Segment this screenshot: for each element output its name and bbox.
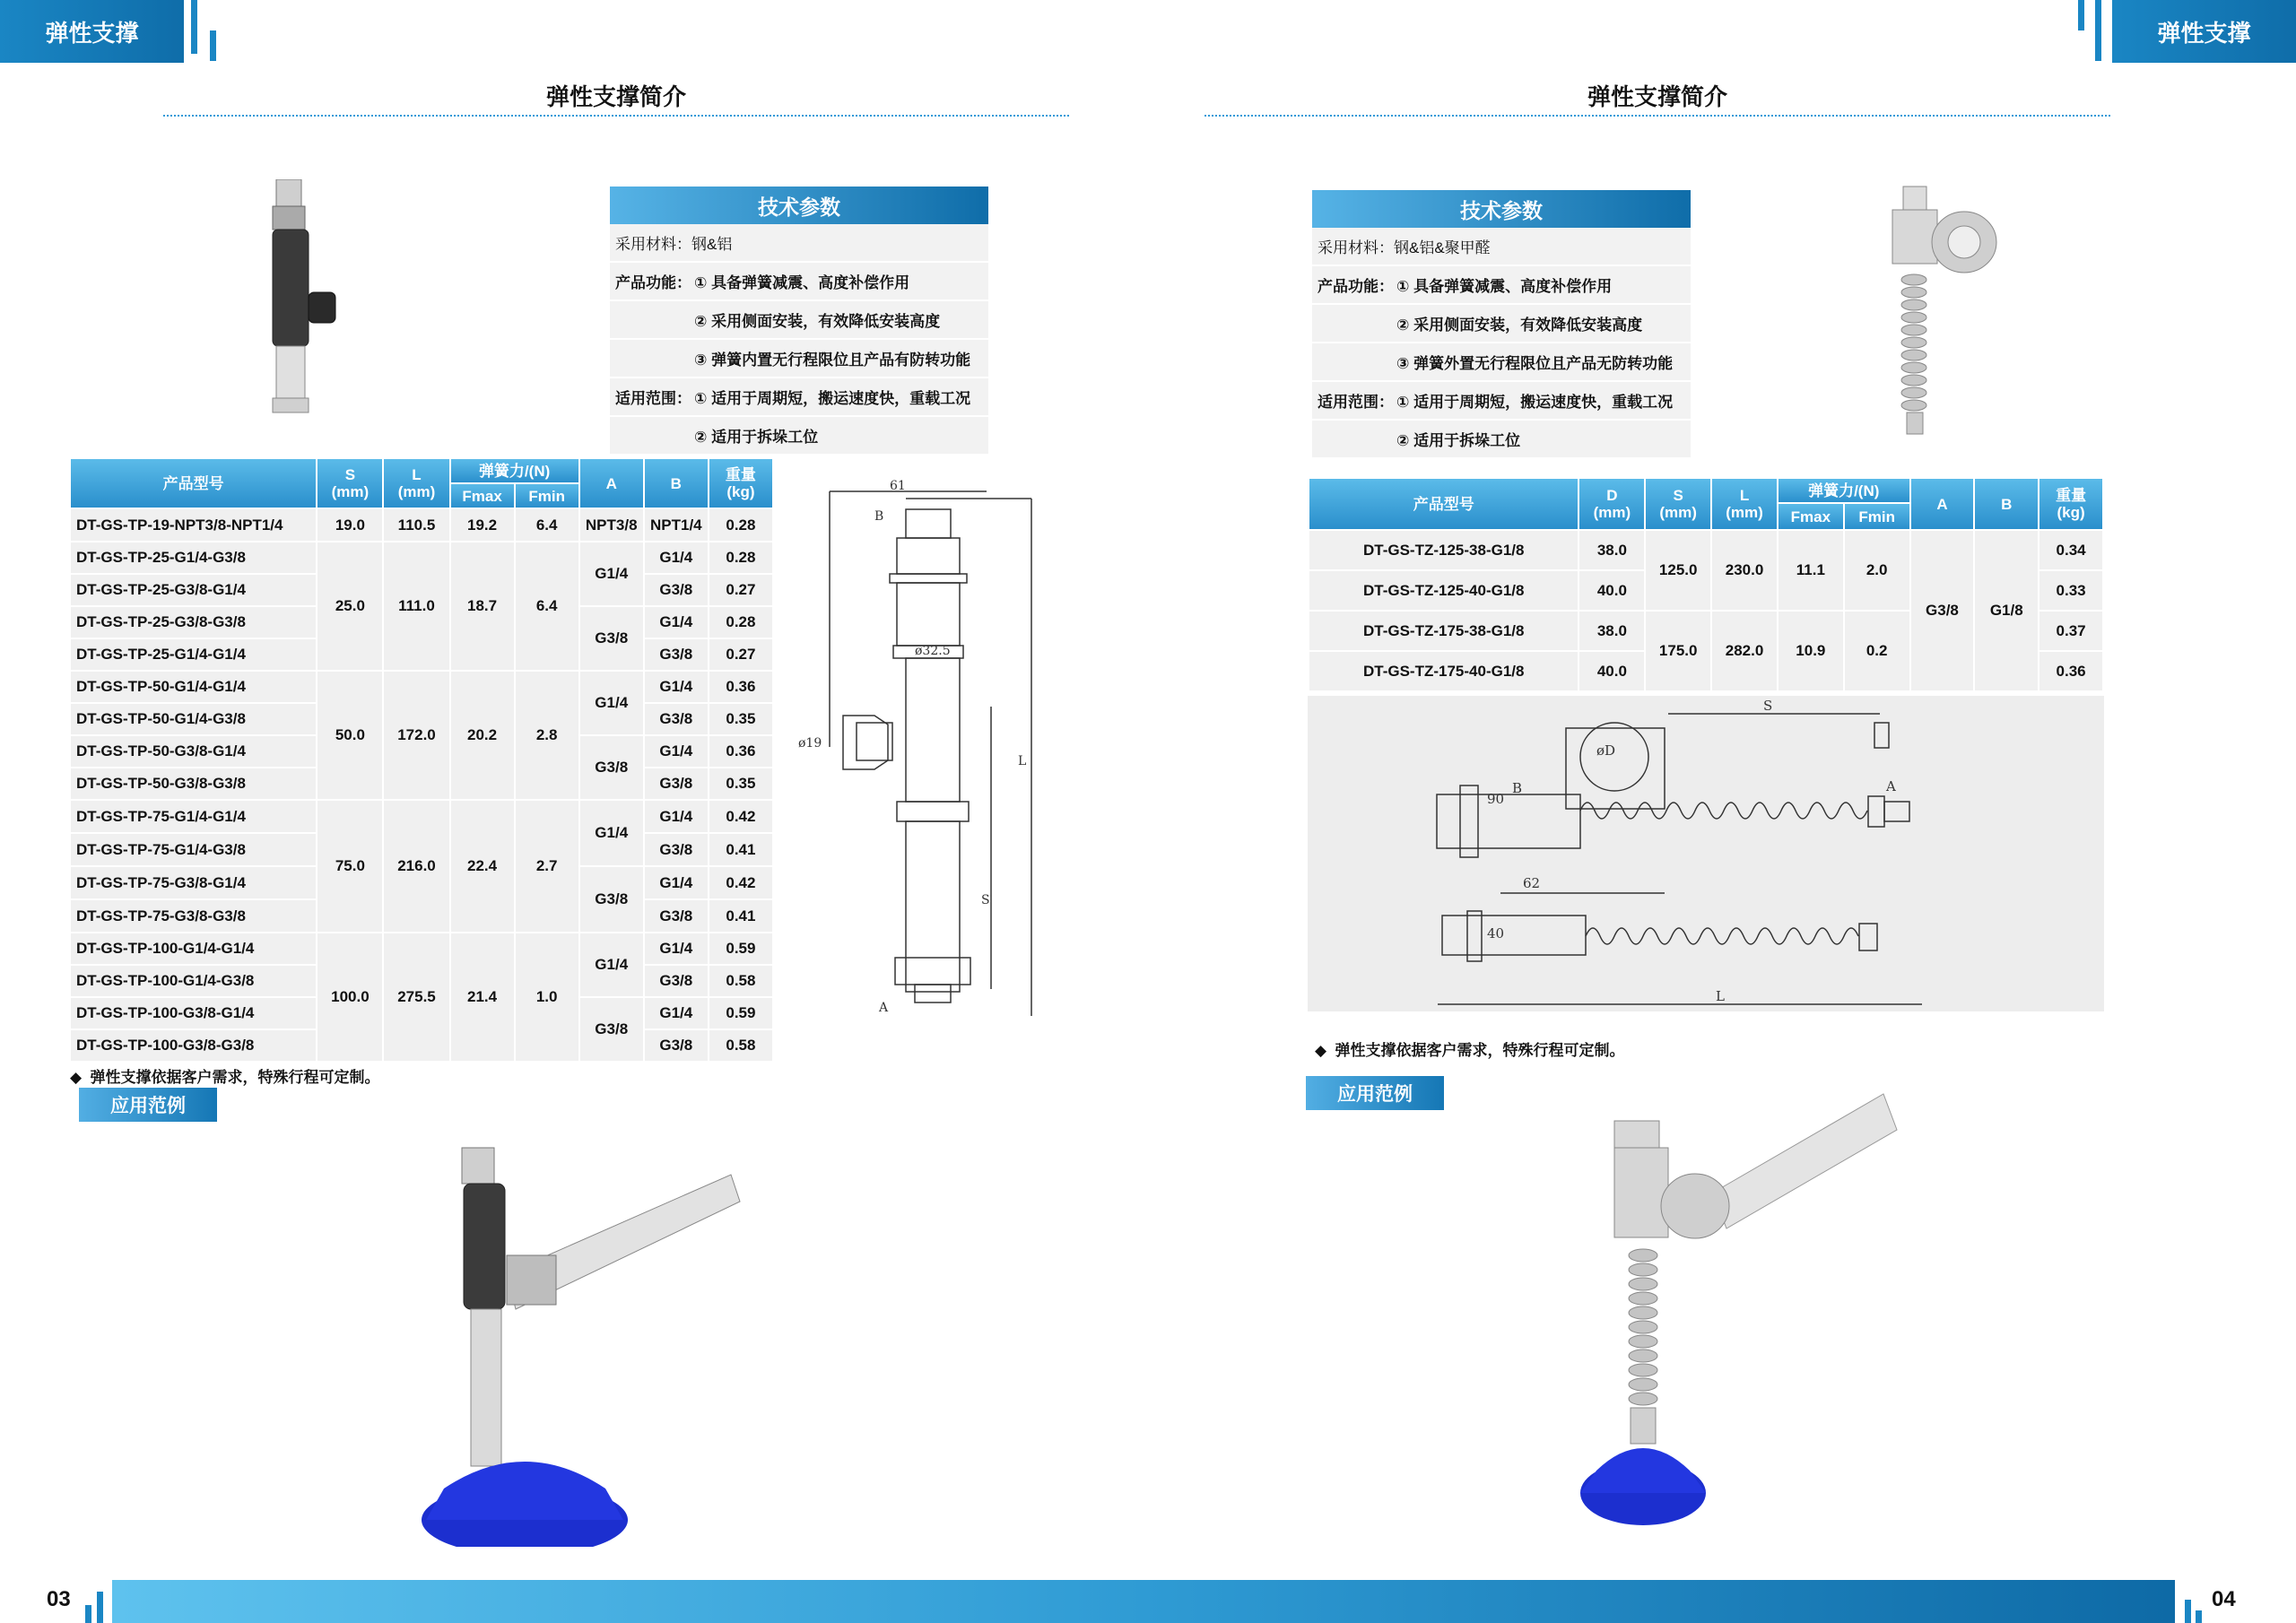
cell-model: DT-GS-TP-75-G3/8-G1/4 [70,866,317,899]
cell-model: DT-GS-TP-50-G1/4-G1/4 [70,671,317,703]
param-value: ① 适用于周期短，搬运速度快，重载工况 [1396,394,1674,411]
product-image [242,179,350,421]
header-stripe [2078,0,2084,30]
cell-a: G3/8 [579,606,644,671]
drawing-label: B [874,509,884,524]
technical-drawing [789,473,1049,1029]
cell-model: DT-GS-TP-100-G1/4-G1/4 [70,933,317,965]
param-row [610,417,988,454]
cell-model: DT-GS-TZ-175-40-G1/8 [1309,651,1578,691]
cell-a: G3/8 [579,997,644,1062]
cell-weight: 0.28 [709,508,773,542]
header-model: 产品型号 [1309,478,1578,530]
cell-model: DT-GS-TP-100-G3/8-G1/4 [70,997,317,1029]
header-fmin: Fmin [515,483,579,508]
drawing-label: ø19 [798,736,822,751]
param-row [610,301,988,340]
param-row-material [1312,228,1691,266]
drawing-label: L [1018,754,1027,768]
cell-b: G3/8 [644,899,709,933]
cell-weight: 0.27 [709,638,773,671]
drawing-label: B [1512,780,1523,796]
header-l: L (mm) [1711,478,1778,530]
cell-b: G1/4 [644,933,709,965]
cell-b: G1/8 [1974,530,2039,691]
footer-stripe [85,1605,91,1623]
cell-fmin: 6.4 [515,508,579,542]
cell-l: 216.0 [383,800,449,933]
panel-title: 技术参数 [1312,190,1691,228]
cell-fmax: 20.2 [450,671,515,800]
cell-b: G1/4 [644,800,709,833]
panel-title: 技术参数 [610,187,988,224]
cell-b: G3/8 [644,1029,709,1062]
cell-l: 110.5 [383,508,449,542]
cell-weight: 0.59 [709,997,773,1029]
header-stripe [2095,0,2101,61]
cell-b: G3/8 [644,833,709,866]
note-text: 弹性支撑依据客户需求，特殊行程可定制。 [90,1069,380,1086]
cell-weight: 0.36 [709,671,773,703]
divider [1205,115,2110,117]
section-title: 弹性支撑简介 [1587,83,1727,110]
header-s: S (mm) [317,458,383,508]
header-spring: 弹簧力/(N) [450,458,579,483]
cell-model: DT-GS-TP-50-G3/8-G3/8 [70,768,317,800]
cell-weight: 0.35 [709,703,773,735]
cell-a: G1/4 [579,671,644,735]
cell-s: 50.0 [317,671,383,800]
param-label: 采用材料： [615,236,691,253]
header-d: D (mm) [1578,478,1645,530]
note [1315,1037,1625,1060]
cell-a: NPT3/8 [579,508,644,542]
header-tab-left: 弹性支撑 [0,0,184,63]
table-row [70,542,773,574]
cell-s: 100.0 [317,933,383,1062]
cell-weight: 0.28 [709,542,773,574]
cell-l: 282.0 [1711,611,1778,691]
drawing-label: A [1886,778,1896,794]
param-value: ② 适用于拆垛工位 [1396,432,1521,449]
cell-b: G1/4 [644,735,709,768]
cell-b: G3/8 [644,965,709,997]
drawing-label: L [1716,988,1725,1004]
param-label: 适用范围： [615,390,691,407]
cell-a: G3/8 [579,866,644,933]
cell-b: G3/8 [644,768,709,800]
cell-fmin: 6.4 [515,542,579,671]
drawing-label: S [981,893,990,907]
cell-weight: 0.42 [709,800,773,833]
cell-model: DT-GS-TP-100-G3/8-G3/8 [70,1029,317,1062]
cell-b: G3/8 [644,703,709,735]
divider [163,115,1069,117]
param-value: 钢&铝 [691,236,733,253]
cell-s: 19.0 [317,508,383,542]
header-model: 产品型号 [70,458,317,508]
param-label: 采用材料： [1318,239,1394,256]
cell-l: 230.0 [1711,530,1778,611]
cell-fmax: 10.9 [1778,611,1844,691]
param-value: ③ 弹簧外置无行程限位且产品无防转功能 [1396,355,1674,372]
cell-b: G1/4 [644,997,709,1029]
drawing-label: 61 [890,479,906,493]
cell-fmin: 1.0 [515,933,579,1062]
cell-weight: 0.59 [709,933,773,965]
cell-weight: 0.36 [2039,651,2103,691]
cell-weight: 0.37 [2039,611,2103,651]
diamond-icon: ◆ [70,1069,83,1086]
header-s: S (mm) [1645,478,1711,530]
cell-d: 40.0 [1578,651,1645,691]
spec-table [1308,477,2104,692]
table-row [70,800,773,833]
drawing-label: øD [1596,742,1616,759]
param-label: 适用范围： [1318,394,1394,411]
cell-a: G1/4 [579,800,644,866]
cell-model: DT-GS-TP-75-G1/4-G3/8 [70,833,317,866]
section-title: 弹性支撑简介 [545,83,686,110]
header-fmax: Fmax [1778,503,1844,530]
cell-weight: 0.34 [2039,530,2103,570]
diamond-icon: ◆ [1315,1042,1327,1059]
cell-fmax: 11.1 [1778,530,1844,611]
cell-s: 175.0 [1645,611,1711,691]
cell-weight: 0.28 [709,606,773,638]
header-stripe [210,30,216,61]
application-image [408,1139,749,1547]
header-fmin: Fmin [1844,503,1910,530]
header-weight: 重量 (kg) [709,458,773,508]
cell-l: 275.5 [383,933,449,1062]
cell-fmax: 21.4 [450,933,515,1062]
cell-b: G1/4 [644,542,709,574]
cell-b: NPT1/4 [644,508,709,542]
footer-bar [112,1580,2175,1623]
header-fmax: Fmax [450,483,515,508]
cell-model: DT-GS-TP-75-G1/4-G1/4 [70,800,317,833]
drawing-label: A [879,1001,889,1015]
cell-weight: 0.41 [709,833,773,866]
footer-stripe [2185,1600,2191,1623]
cell-fmax: 22.4 [450,800,515,933]
product-image [1874,179,2018,439]
param-row [1312,343,1691,382]
cell-weight: 0.35 [709,768,773,800]
cell-model: DT-GS-TZ-175-38-G1/8 [1309,611,1578,651]
param-label: 产品功能： [1318,278,1394,295]
cell-b: G1/4 [644,606,709,638]
cell-model: DT-GS-TZ-125-40-G1/8 [1309,570,1578,611]
page-number: 04 [2212,1587,2236,1611]
technical-drawing-panel [1308,696,2104,1011]
cell-b: G1/4 [644,671,709,703]
param-value: ② 适用于拆垛工位 [694,429,819,446]
tech-params-panel [610,187,988,454]
page-number: 03 [47,1587,71,1611]
header-tab-right: 弹性支撑 [2112,0,2296,63]
cell-model: DT-GS-TP-25-G3/8-G1/4 [70,574,317,606]
cell-fmin: 2.8 [515,671,579,800]
note [70,1064,380,1087]
drawing-label: 40 [1487,925,1505,942]
cell-fmax: 19.2 [450,508,515,542]
cell-d: 38.0 [1578,611,1645,651]
param-row-scope [610,378,988,417]
spec-table [69,457,774,1063]
cell-a: G1/4 [579,542,644,606]
cell-l: 111.0 [383,542,449,671]
param-row-function [1312,266,1691,305]
cell-model: DT-GS-TP-25-G1/4-G3/8 [70,542,317,574]
cell-b: G3/8 [644,638,709,671]
drawing-label: ø32.5 [915,644,951,658]
param-row [1312,305,1691,343]
table-row [1309,530,2103,570]
header-stripe [191,0,197,54]
cell-weight: 0.27 [709,574,773,606]
header-a: A [1910,478,1975,530]
cell-s: 75.0 [317,800,383,933]
cell-b: G3/8 [644,574,709,606]
cell-model: DT-GS-TP-100-G1/4-G3/8 [70,965,317,997]
table-row [70,933,773,965]
param-row [1312,421,1691,457]
param-value: ② 采用侧面安装，有效降低安装高度 [1396,317,1643,334]
cell-model: DT-GS-TP-25-G1/4-G1/4 [70,638,317,671]
application-label: 应用范例 [1306,1076,1444,1110]
param-value: 钢&铝&聚甲醛 [1394,239,1491,256]
cell-model: DT-GS-TP-75-G3/8-G3/8 [70,899,317,933]
param-label: 产品功能： [615,274,691,291]
param-value: ① 具备弹簧减震、高度补偿作用 [694,274,910,291]
cell-model: DT-GS-TP-50-G3/8-G1/4 [70,735,317,768]
cell-weight: 0.36 [709,735,773,768]
cell-weight: 0.58 [709,965,773,997]
param-row-scope [1312,382,1691,421]
header-weight: 重量 (kg) [2039,478,2103,530]
cell-model: DT-GS-TP-50-G1/4-G3/8 [70,703,317,735]
cell-model: DT-GS-TZ-125-38-G1/8 [1309,530,1578,570]
drawing-label: 90 [1487,791,1505,807]
param-value: ① 具备弹簧减震、高度补偿作用 [1396,278,1613,295]
cell-a: G1/4 [579,933,644,997]
param-row [610,340,988,378]
cell-l: 172.0 [383,671,449,800]
param-value: ③ 弹簧内置无行程限位且产品有防转功能 [694,352,971,369]
cell-s: 25.0 [317,542,383,671]
cell-d: 38.0 [1578,530,1645,570]
technical-drawing [1308,696,2104,1011]
cell-model: DT-GS-TP-25-G3/8-G3/8 [70,606,317,638]
table-row [70,508,773,542]
drawing-label: 62 [1523,875,1541,891]
note-text: 弹性支撑依据客户需求，特殊行程可定制。 [1335,1042,1625,1059]
param-value: ② 采用侧面安装，有效降低安装高度 [694,313,941,330]
cell-weight: 0.33 [2039,570,2103,611]
header-a: A [579,458,644,508]
application-label: 应用范例 [79,1088,217,1122]
application-image [1578,1085,1901,1533]
header-spring: 弹簧力/(N) [1778,478,1910,503]
drawing-label: S [1763,698,1773,714]
cell-b: G1/4 [644,866,709,899]
param-value: ① 适用于周期短，搬运速度快，重载工况 [694,390,971,407]
header-l: L (mm) [383,458,449,508]
cell-fmin: 2.7 [515,800,579,933]
param-row-function [610,263,988,301]
cell-weight: 0.42 [709,866,773,899]
cell-weight: 0.41 [709,899,773,933]
cell-fmax: 18.7 [450,542,515,671]
cell-weight: 0.58 [709,1029,773,1062]
table-row [70,671,773,703]
cell-s: 125.0 [1645,530,1711,611]
cell-a: G3/8 [1910,530,1975,691]
footer-stripe [2196,1610,2202,1623]
cell-fmin: 2.0 [1844,530,1910,611]
cell-a: G3/8 [579,735,644,800]
cell-d: 40.0 [1578,570,1645,611]
header-b: B [1974,478,2039,530]
param-row-material [610,224,988,263]
cell-fmin: 0.2 [1844,611,1910,691]
tech-params-panel [1312,190,1691,457]
cell-model: DT-GS-TP-19-NPT3/8-NPT1/4 [70,508,317,542]
header-b: B [644,458,709,508]
footer-stripe [97,1592,103,1623]
